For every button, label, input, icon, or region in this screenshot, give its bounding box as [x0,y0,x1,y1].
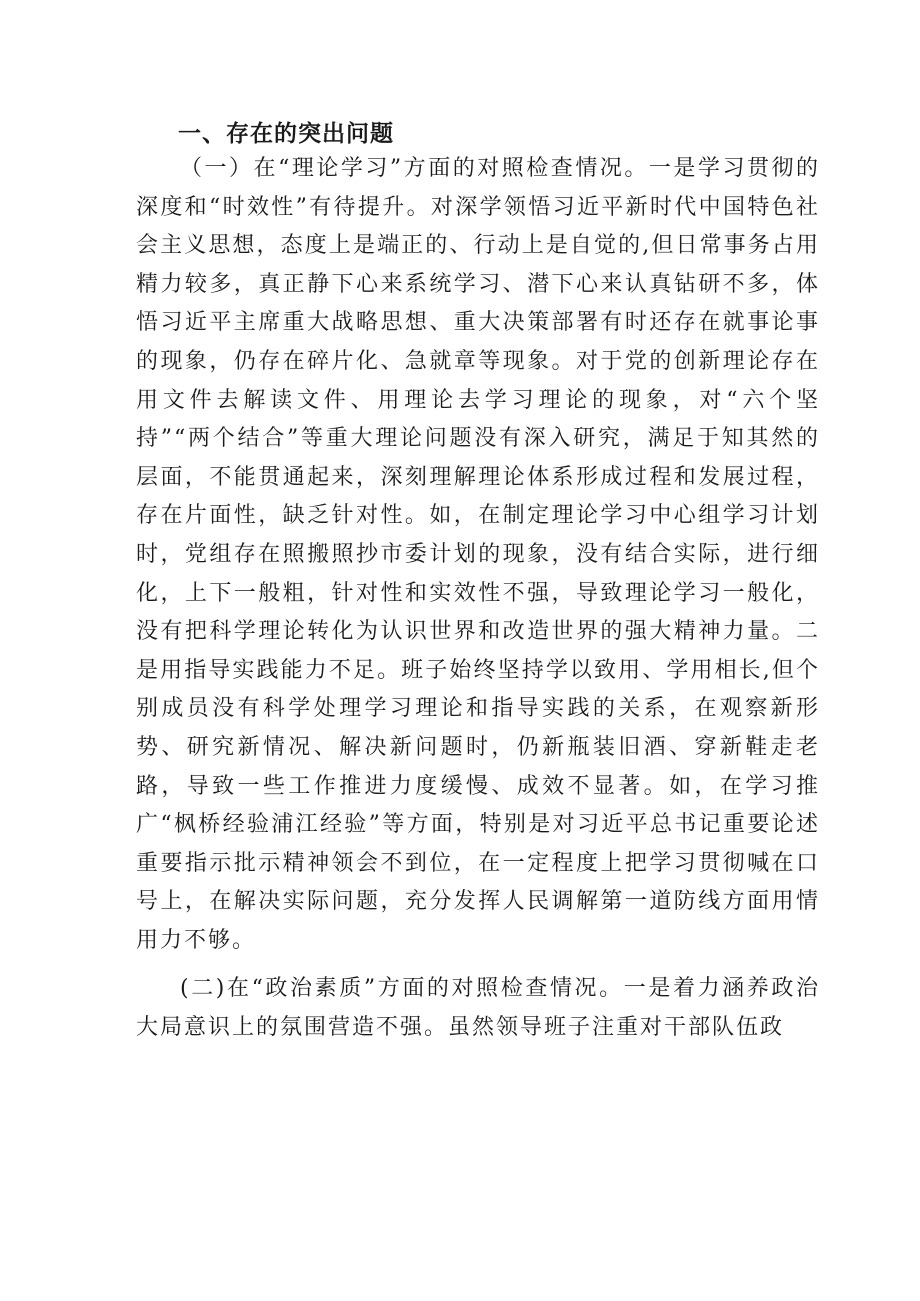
section-heading: 一、存在的突出问题 [178,121,394,147]
paragraph-theory-study: （一）在“理论学习”方面的对照检查情况。一是学习贯彻的深度和“时效性”有待提升。对深学领悟习近平新时代中国特色社会主义思想，态度上是端正的、行动上是自觉的,但日常事务占用精力较多，真正静下心来系统学习、潜下心来认真钻研不多，体悟习近平主席重大战略思想、重大决策部署有时还存在就事论事的现象，仍存在碎片化、急就章等现象。对于党的创新理论存在用文件去解读文件、用理论去学习理论的现象，对“六个坚持”“两个结合”等重大理论问题没有深入研究，满足于知其然的层面，不能贯通起来，深刻理解理论体系形成过程和发展过程，存在片面性，缺乏针对性。如，在制定理论学习中心组学习计划时，党组存在照搬照抄市委计划的现象，没有结合实际，进行细化，上下一般粗，针对性和实效性不强，导致理论学习一般化，没有把科学理论转化为认识世界和改造世界的强大精神力量。二是用指导实践能力不足。班子始终坚持学以致用、学用相长,但个别成员没有科学处理学习理论和指导实践的关系，在观察新形势、研究新情况、解决新问题时，仍新瓶装旧酒、穿新鞋走老路，导致一些工作推进力度缓慢、成效不显著。如，在学习推广“枫桥经验浦江经验”等方面，特别是对习近平总书记重要论述重要指示批示精神领会不到位，在一定程度上把学习贯彻喊在口号上，在解决实际问题，充分发挥人民调解第一道防线方面用情用力不够。 [136,156,820,953]
paragraph-political-quality: (二)在“政治素质”方面的对照检查情况。一是着力涵养政治大局意识上的氛围营造不强。虽然领导班子注重对干部队伍政 [136,976,820,1041]
